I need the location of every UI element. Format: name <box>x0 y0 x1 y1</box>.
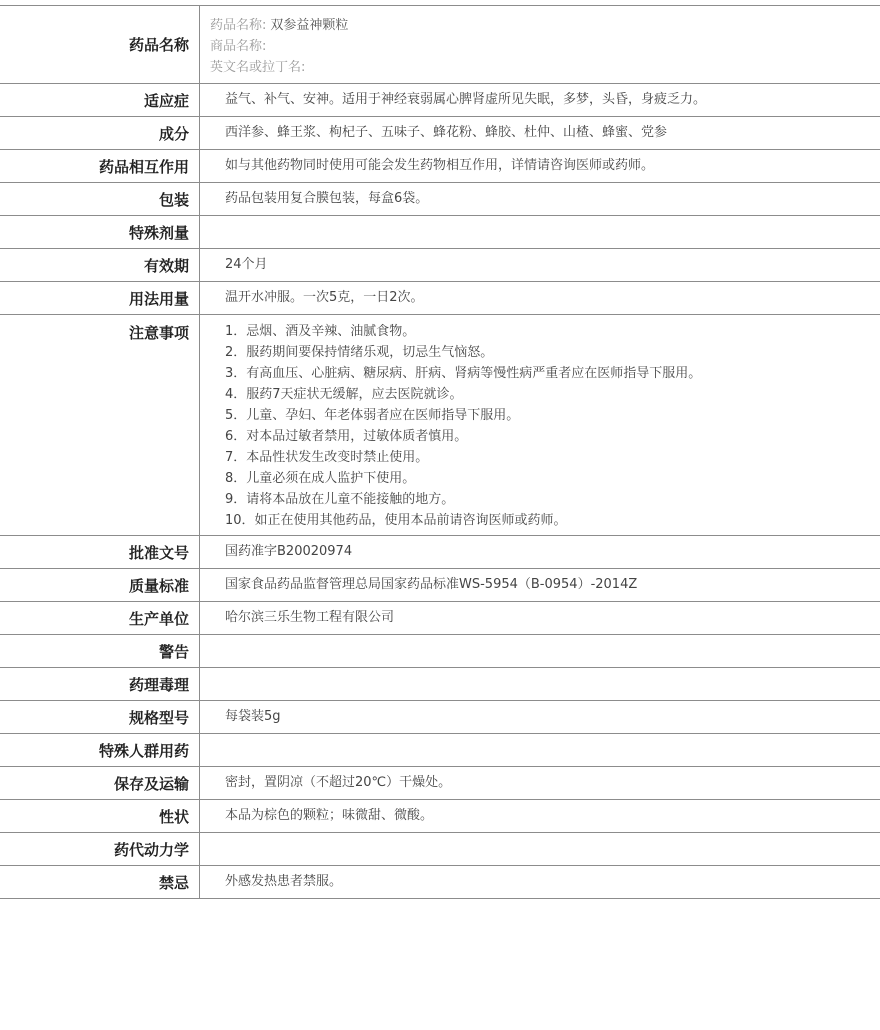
label-storage: 保存及运输 <box>0 767 200 799</box>
value-toxicology <box>200 668 880 700</box>
precaution-item: 9．请将本品放在儿童不能接触的地方。 <box>225 492 455 507</box>
label-contraindications: 禁忌 <box>0 866 200 898</box>
value-warning <box>200 635 880 667</box>
row-pharmacokinetics <box>0 833 880 866</box>
row-contraindications <box>0 866 880 899</box>
label-indications: 适应症 <box>0 84 200 116</box>
drug-name-block <box>200 6 880 83</box>
row-usage <box>0 282 880 315</box>
label-quality-standard: 质量标准 <box>0 569 200 601</box>
trade-name-label: 商品名称: <box>210 39 267 54</box>
value-pharmacokinetics <box>200 833 880 865</box>
row-specification <box>0 701 880 734</box>
label-manufacturer: 生产单位 <box>0 602 200 634</box>
label-packaging: 包装 <box>0 183 200 215</box>
row-indications <box>0 84 880 117</box>
precaution-item: 2．服药期间要保持情绪乐观，切忌生气恼怒。 <box>225 345 494 360</box>
precaution-item: 4．服药7天症状无缓解，应去医院就诊。 <box>225 387 463 402</box>
row-warning <box>0 635 880 668</box>
value-indications: 益气、补气、安神。适用于神经衰弱属心脾肾虚所见失眠，多梦，头昏，身疲乏力。 <box>225 92 707 107</box>
label-specification: 规格型号 <box>0 701 200 733</box>
label-warning: 警告 <box>0 635 200 667</box>
row-special-dosage <box>0 216 880 249</box>
english-name-line <box>210 57 880 78</box>
value-interactions: 如与其他药物同时使用可能会发生药物相互作用，详情请咨询医师或药师。 <box>225 158 655 173</box>
value-usage: 温开水冲服。一次5克，一日2次。 <box>225 290 424 305</box>
value-storage: 密封，置阴凉（不超过20℃）干燥处。 <box>225 775 452 790</box>
value-appearance: 本品为棕色的颗粒；味微甜、微酸。 <box>225 808 434 823</box>
value-ingredients: 西洋参、蜂王浆、枸杞子、五味子、蜂花粉、蜂胶、杜仲、山楂、蜂蜜、党参 <box>225 125 668 140</box>
row-interactions <box>0 150 880 183</box>
label-special-dosage: 特殊剂量 <box>0 216 200 248</box>
label-pharmacokinetics: 药代动力学 <box>0 833 200 865</box>
row-manufacturer <box>0 602 880 635</box>
precaution-item: 5．儿童、孕妇、年老体弱者应在医师指导下服用。 <box>225 408 520 423</box>
label-shelf-life: 有效期 <box>0 249 200 281</box>
value-quality-standard: 国家食品药品监督管理总局国家药品标准WS-5954（B-0954）-2014Z <box>225 577 638 592</box>
row-quality-standard <box>0 569 880 602</box>
label-interactions: 药品相互作用 <box>0 150 200 182</box>
row-special-population <box>0 734 880 767</box>
precaution-item: 8．儿童必须在成人监护下使用。 <box>225 471 416 486</box>
label-ingredients: 成分 <box>0 117 200 149</box>
value-packaging: 药品包装用复合膜包装，每盒6袋。 <box>225 191 429 206</box>
drug-info-table <box>0 5 880 899</box>
label-special-population: 特殊人群用药 <box>0 734 200 766</box>
value-approval-number: 国药准字B20020974 <box>225 544 353 559</box>
value-manufacturer: 哈尔滨三乐生物工程有限公司 <box>225 610 395 625</box>
value-special-population <box>200 734 880 766</box>
row-appearance <box>0 800 880 833</box>
row-ingredients <box>0 117 880 150</box>
row-shelf-life <box>0 249 880 282</box>
value-specification: 每袋装5g <box>225 709 281 724</box>
row-storage <box>0 767 880 800</box>
precaution-item: 1．忌烟、酒及辛辣、油腻食物。 <box>225 324 416 339</box>
value-special-dosage <box>200 216 880 248</box>
value-contraindications: 外感发热患者禁服。 <box>225 874 343 889</box>
generic-name-label: 药品名称: <box>210 18 267 33</box>
row-precautions <box>0 315 880 536</box>
row-toxicology <box>0 668 880 701</box>
precaution-item: 10．如正在使用其他药品，使用本品前请咨询医师或药师。 <box>225 513 567 528</box>
precaution-item: 7．本品性状发生改变时禁止使用。 <box>225 450 429 465</box>
row-approval-number <box>0 536 880 569</box>
precautions-list <box>200 315 880 535</box>
label-usage: 用法用量 <box>0 282 200 314</box>
row-drug-name <box>0 6 880 84</box>
label-drug-name: 药品名称 <box>0 6 200 83</box>
generic-name-line <box>210 15 880 36</box>
label-toxicology: 药理毒理 <box>0 668 200 700</box>
value-shelf-life: 24个月 <box>225 257 268 272</box>
trade-name-line <box>210 36 880 57</box>
row-packaging <box>0 183 880 216</box>
label-appearance: 性状 <box>0 800 200 832</box>
english-name-label: 英文名或拉丁名: <box>210 60 306 75</box>
precaution-item: 6．对本品过敏者禁用，过敏体质者慎用。 <box>225 429 468 444</box>
precaution-item: 3．有高血压、心脏病、糖尿病、肝病、肾病等慢性病严重者应在医师指导下服用。 <box>225 366 702 381</box>
generic-name-value: 双参益神颗粒 <box>270 18 349 33</box>
label-approval-number: 批准文号 <box>0 536 200 568</box>
label-precautions: 注意事项 <box>0 315 200 535</box>
